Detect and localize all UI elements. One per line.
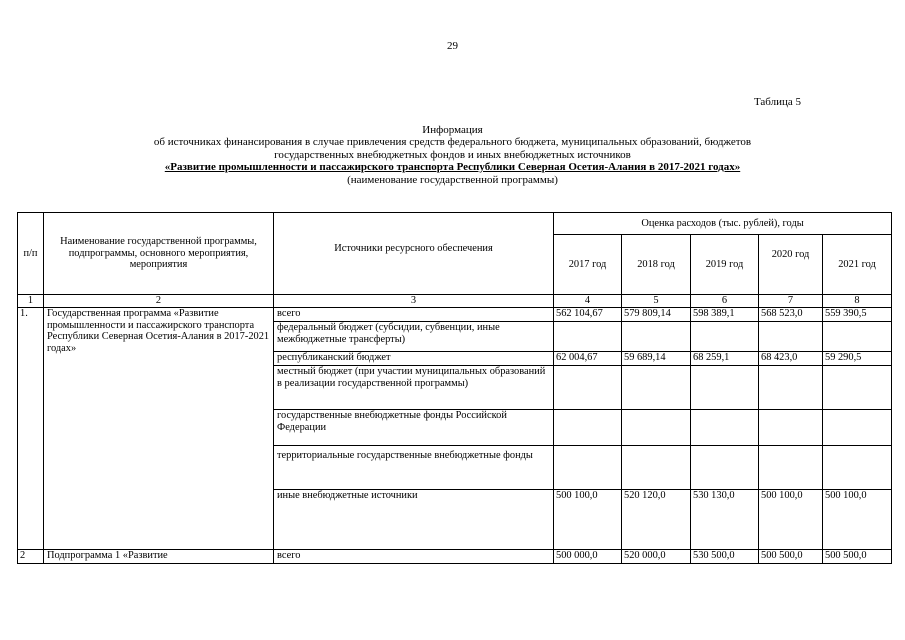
- column-number: 2: [44, 295, 274, 308]
- column-number: 4: [554, 295, 622, 308]
- value-cell: 562 104,67: [554, 308, 622, 322]
- source-cell: республиканский бюджет: [274, 352, 554, 366]
- column-number: 3: [274, 295, 554, 308]
- header-row: [18, 213, 892, 235]
- financing-table: [17, 212, 892, 564]
- value-cell: 500 000,0: [554, 550, 622, 564]
- value-cell: [823, 446, 892, 490]
- value-cell: 520 120,0: [622, 490, 691, 550]
- column-number: 8: [823, 295, 892, 308]
- value-cell: [554, 410, 622, 446]
- source-cell: федеральный бюджет (субсидии, субвенции, иные межбюджетные трансферты): [274, 322, 554, 352]
- program-caption: (наименование государственной программы): [347, 173, 558, 186]
- row-num: 2: [18, 550, 44, 564]
- source-cell: всего: [274, 550, 554, 564]
- row-num: 1.: [18, 308, 44, 550]
- source-cell: местный бюджет (при участии муниципальных образований в реализации государственной программы): [274, 366, 554, 410]
- source-cell: государственные внебюджетные фонды Российской Федерации: [274, 410, 554, 446]
- program-name: Государственная программа «Развитие промышленности и пассажирского транспорта Республики Северная Осетия-Алания в 2017-2021 годах»: [44, 308, 274, 550]
- page-number: 29: [447, 40, 458, 52]
- value-cell: [554, 446, 622, 490]
- header-name: Наименование государственной программы, подпрограммы, основного мероприятия, мероприятия: [44, 213, 274, 295]
- value-cell: 68 259,1: [691, 352, 759, 366]
- value-cell: [691, 322, 759, 352]
- header-num: п/п: [18, 213, 44, 295]
- value-cell: [554, 366, 622, 410]
- value-cell: [823, 322, 892, 352]
- value-cell: 500 500,0: [759, 550, 823, 564]
- value-cell: [691, 366, 759, 410]
- column-number: 7: [759, 295, 823, 308]
- source-cell: иные внебюджетные источники: [274, 490, 554, 550]
- value-cell: 68 423,0: [759, 352, 823, 366]
- value-cell: [823, 366, 892, 410]
- header-estimate: Оценка расходов (тыс. рублей), годы: [554, 213, 892, 235]
- value-cell: [759, 410, 823, 446]
- table-label: Таблица 5: [753, 96, 801, 108]
- value-cell: [622, 410, 691, 446]
- value-cell: [759, 366, 823, 410]
- value-cell: [622, 366, 691, 410]
- column-number: 5: [622, 295, 691, 308]
- value-cell: 559 390,5: [823, 308, 892, 322]
- value-cell: 598 389,1: [691, 308, 759, 322]
- value-cell: 59 689,14: [622, 352, 691, 366]
- table-row: [18, 550, 892, 564]
- heading-line: государственных внебюджетных фондов и иных внебюджетных источников: [274, 148, 631, 161]
- value-cell: 62 004,67: [554, 352, 622, 366]
- column-numbers-row: [18, 295, 892, 308]
- value-cell: 568 523,0: [759, 308, 823, 322]
- program-title: «Развитие промышленности и пассажирского транспорта Республики Северная Осетия-Алания в 2017-2021 годах»: [164, 161, 741, 174]
- column-number: 1: [18, 295, 44, 308]
- heading-line: об источниках финансирования в случае привлечения средств федерального бюджета, муниципальных образований, бюджетов: [153, 136, 752, 149]
- value-cell: 59 290,5: [823, 352, 892, 366]
- heading-title: Информация: [422, 124, 483, 136]
- value-cell: [691, 446, 759, 490]
- value-cell: [691, 410, 759, 446]
- value-cell: 579 809,14: [622, 308, 691, 322]
- subprogram-name: Подпрограмма 1 «Развитие: [44, 550, 274, 564]
- header-sources: Источники ресурсного обеспечения: [274, 213, 554, 295]
- value-cell: 530 130,0: [691, 490, 759, 550]
- source-cell: территориальные государственные внебюджетные фонды: [274, 446, 554, 490]
- header-year: 2020 год: [759, 235, 823, 295]
- header-year: 2018 год: [622, 235, 691, 295]
- value-cell: 520 000,0: [622, 550, 691, 564]
- value-cell: [622, 322, 691, 352]
- column-number: 6: [691, 295, 759, 308]
- document-heading: [0, 124, 905, 186]
- header-year: 2017 год: [554, 235, 622, 295]
- value-cell: 500 500,0: [823, 550, 892, 564]
- value-cell: 530 500,0: [691, 550, 759, 564]
- header-year: 2019 год: [691, 235, 759, 295]
- table-row: [18, 308, 892, 322]
- source-cell: всего: [274, 308, 554, 322]
- value-cell: [823, 410, 892, 446]
- value-cell: [622, 446, 691, 490]
- header-year: 2021 год: [823, 235, 892, 295]
- value-cell: [759, 446, 823, 490]
- value-cell: 500 100,0: [823, 490, 892, 550]
- value-cell: [759, 322, 823, 352]
- value-cell: [554, 322, 622, 352]
- value-cell: 500 100,0: [554, 490, 622, 550]
- value-cell: 500 100,0: [759, 490, 823, 550]
